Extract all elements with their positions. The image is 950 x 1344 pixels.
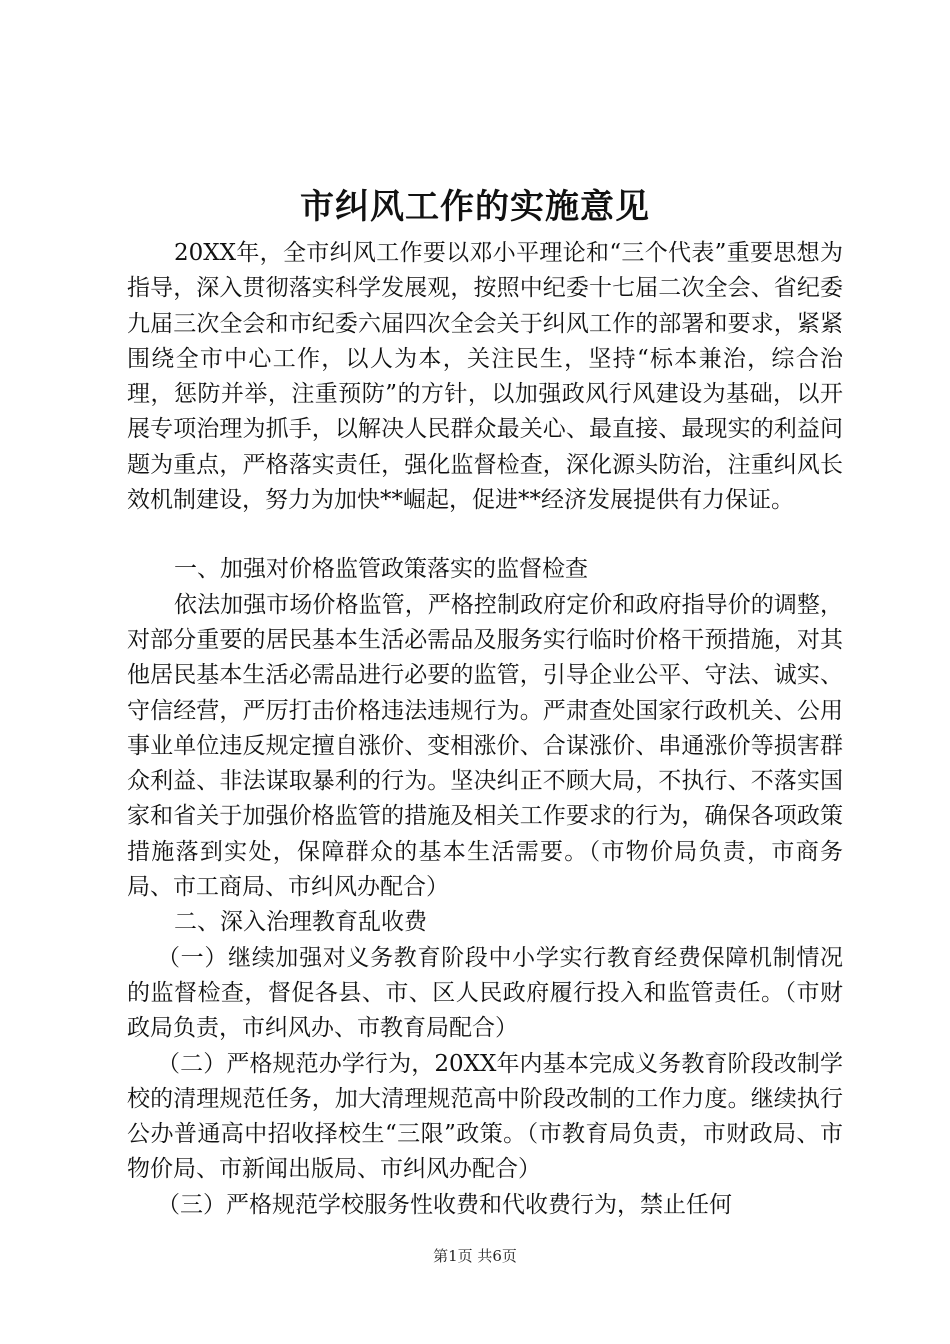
document-body xyxy=(127,236,843,1223)
section-1-body: 依法加强市场价格监管，严格控制政府定价和政府指导价的调整，对部分重要的居民基本生活必需品及服务实行临时价格干预措施，对其他居民基本生活必需品进行必要的监管，引导企业公平、守法、诚实、守信经营，严厉打击价格违法违规行为。严肃查处国家行政机关、公用事业单位违反规定擅自涨价、变相涨价、合谋涨价、串通涨价等损害群众利益、非法谋取暴利的行为。坚决纠正不顾大局，不执行、不落实国家和省关于加强价格监管的措施及相关工作要求的行为，确保各项政策措施落到实处，保障群众的基本生活需要。（市物价局负责，市商务局、市工商局、市纠风办配合） xyxy=(127,591,843,901)
intro-paragraph: 20XX年，全市纠风工作要以邓小平理论和“三个代表”重要思想为指导，深入贯彻落实科学发展观，按照中纪委十七届二次全会、省纪委九届三次全会和市纪委六届四次全会关于纠风工作的部署和要求，紧紧围绕全市中心工作，以人为本，关注民生，坚持“标本兼治，综合治理，惩防并举，注重预防”的方针，以加强政风行风建设为基础，以开展专项治理为抓手，以解决人民群众最关心、最直接、最现实的利益问题为重点，严格落实责任，强化监督检查，深化源头防治，注重纠风长效机制建设，努力为加快**崛起，促进**经济发展提供有力保证。 xyxy=(127,240,843,514)
section-2-item-3: （三）严格规范学校服务性收费和代收费行为，禁止任何 xyxy=(157,1191,732,1218)
section-2-item-1: （一）继续加强对义务教育阶段中小学实行教育经费保障机制情况的监督检查，督促各县、市、区人民政府履行投入和监管责任。（市财政局负责，市纠风办、市教育局配合） xyxy=(127,944,843,1042)
document-title: 市纠风工作的实施意见 xyxy=(300,187,650,227)
paragraph-spacer xyxy=(127,518,843,552)
page-footer: 第1页 共6页 xyxy=(433,1247,517,1265)
section-2-item-2: （二）严格规范办学行为，20XX年内基本完成义务教育阶段改制学校的清理规范任务，加大清理规范高中阶段改制的工作力度。继续执行公办普通高中招收择校生“三限”政策。（市教育局负责，市财政局、市物价局、市新闻出版局、市纠风办配合） xyxy=(127,1050,843,1183)
section-2-heading: 二、深入治理教育乱收费 xyxy=(174,909,427,936)
section-1-heading: 一、加强对价格监管政策落实的监督检查 xyxy=(174,556,588,583)
